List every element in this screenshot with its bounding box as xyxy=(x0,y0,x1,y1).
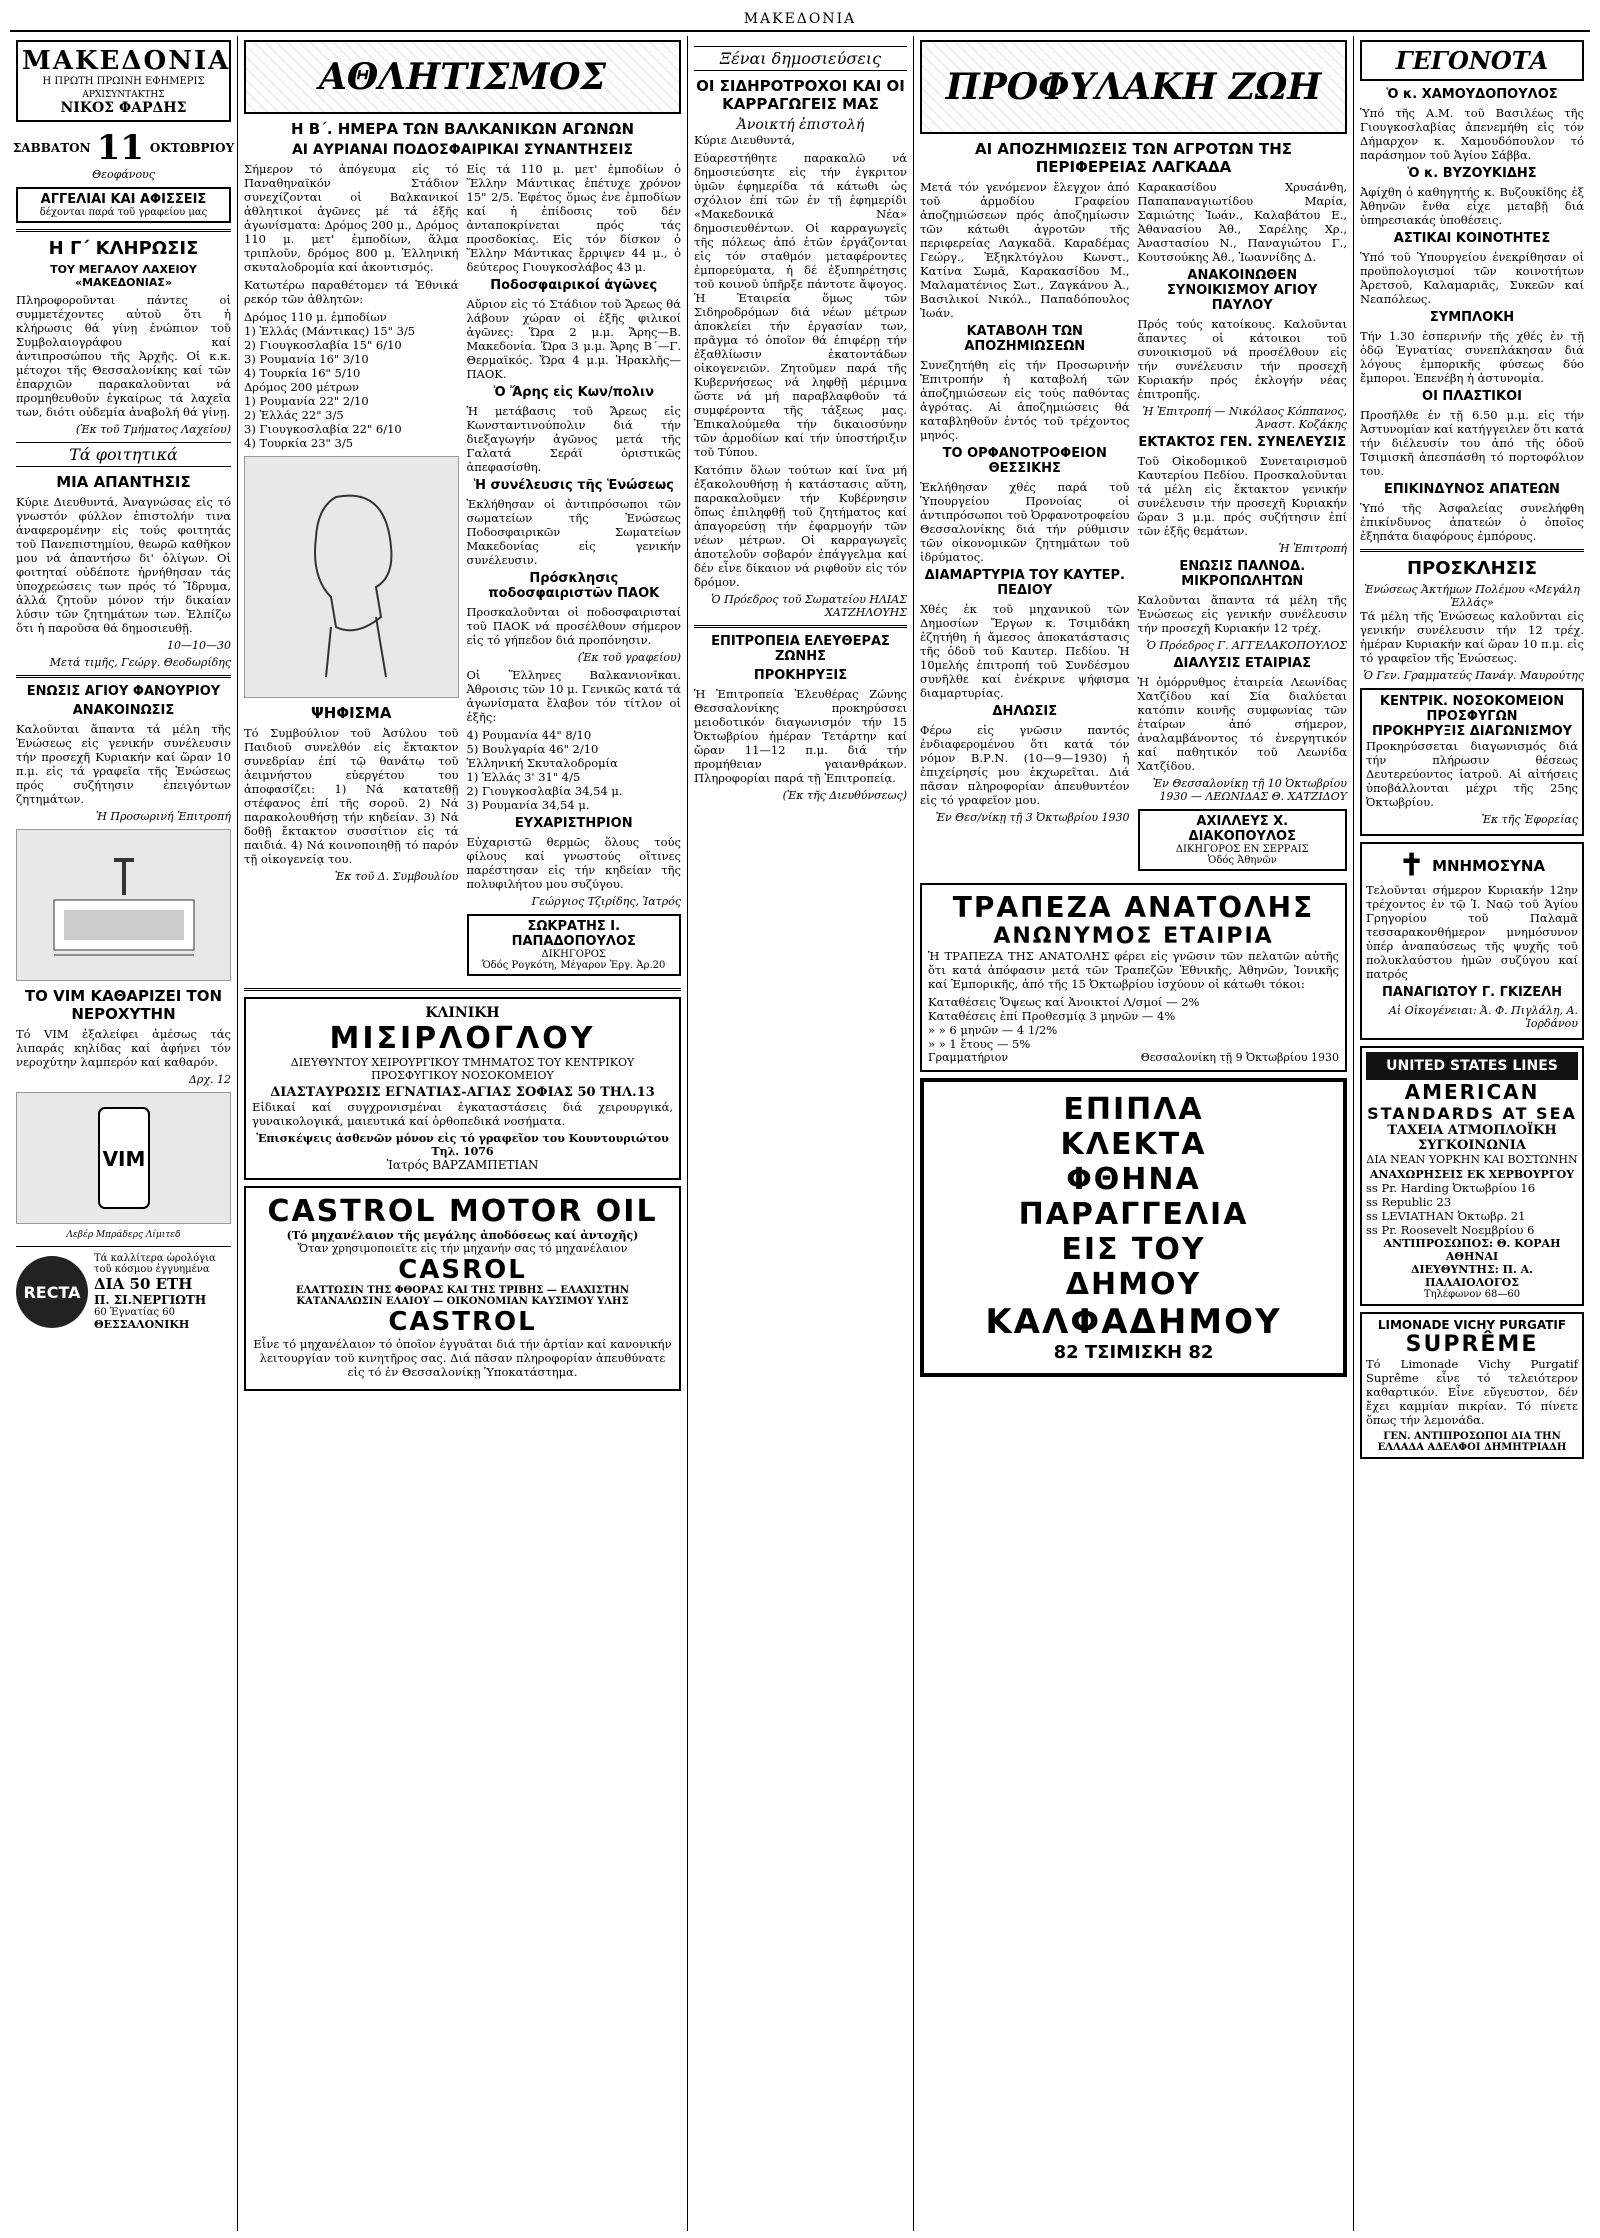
balkan-line: 5) Βουλγαρία 46" 2/10 xyxy=(466,742,599,756)
recta-address: 60 Ἐγνατίας 60 xyxy=(94,1307,175,1318)
bank-subtitle: ΑΝΩΝΥΜΟΣ ΕΤΑΙΡΙΑ xyxy=(993,924,1274,949)
union-title: ΕΝΩΣΙΣ ΑΓΙΟΥ ΦΑΝΟΥΡΙΟΥ xyxy=(26,684,221,699)
result-line: 4) Τουρκία 23" 3/5 xyxy=(244,436,354,450)
union-subtitle: ΑΝΑΚΟΙΝΩΣΙΣ xyxy=(72,703,175,718)
date-month: ΟΚΤΩΒΡΙΟΥ xyxy=(149,141,235,155)
result-line: 1) Ἑλλάς (Μάντικας) 15" 3/5 xyxy=(244,324,416,338)
bank-ad xyxy=(920,883,1347,1072)
ship-brand: UNITED STATES LINES xyxy=(1366,1052,1578,1080)
lawyer2-title: ΔΙΚΗΓΟΡΟΣ ΕΝ ΣΕΡΡΑΙΣ xyxy=(1175,844,1309,855)
aris-title: Ὁ Ἄρης εἰς Κων/πολιν xyxy=(493,385,654,400)
declaration-text: Φέρω εἰς γνῶσιν παντός ἐνδιαφερομένου ὅτι κατά τόν νόμον Β.Ρ.Ν. (10—9—1930) ἡ ἐπιχείρησίς μου ἐκχωρεῖται. Διά πᾶσαν πληροφορίαν ἀπευθυντέον εἰς τό γραφεῖον μου. xyxy=(920,723,1130,807)
recta-logo: RECTA xyxy=(16,1256,88,1328)
field-text: Χθές ἐκ τοῦ μηχανικοῦ τῶν Δημοσίων Ἔργων κ. Τσιμιδάκη ἐζητήθη ἡ ἄμεσος ἀποκατάστασις τῆς ὁδοῦ τοῦ Καυτερ. Πεδίου. Ἡ 10μελής ἐπιτροπή τοῦ Συνδέσμου συνῆλθε καί ἐνέκρινε ψήφισμα διαμαρτυρίας. xyxy=(920,602,1130,700)
bank-rate: Καταθέσεις Ὄψεως καί Ἀνοικτοί Λ/σμοί — 2% xyxy=(928,995,1200,1009)
declaration-title: ΔΗΛΩΣΙΣ xyxy=(992,704,1058,719)
rail-salutation: Κύριε Διευθυντά, xyxy=(694,133,795,147)
news-2-title: Ὁ κ. ΒΥΖΟΥΚΙΔΗΣ xyxy=(1407,166,1537,181)
director-name: ΝΙΚΟΣ ΦΑΡΔΗΣ xyxy=(60,100,187,116)
balkan-line: 3) Ρουμανία 34,54 μ. xyxy=(466,798,590,812)
lawyer2-address: Ὁδός Ἀθηνῶν xyxy=(1207,855,1277,866)
divider xyxy=(244,988,681,991)
ship-subtitle: ΤΑΧΕΙΑ ΑΤΜΟΠΛΟΪΚΗ ΣΥΓΚΟΙΝΩΝΙΑ xyxy=(1387,1123,1557,1153)
farmer-banner: ΠΡΟΦΥΛΑΚΗ ΖΩΗ xyxy=(920,40,1347,134)
lottery-text: Πληροφοροῦνται πάντες οἱ συμμετέχοντες αὐτοῦ ὅτι ἡ κλήρωσις θά γίνῃ ἐνώπιον τοῦ Συμβολαιογράφου καί ἀντιπροσώπου τῆς Ἀρχῆς. Οἱ κ.κ. μέτοχοι τῆς Θεσσαλονίκης καί τῶν ἐπαρχιῶν παρακαλοῦνται νά προμηθευθοῦν ἐγκαίρως τά λαχεῖα των, διότι οὐδεμία ἀναβολή θά γίνῃ. xyxy=(16,293,231,419)
bank-title: ΤΡΑΠΕΖΑ ΑΝΑΤΟΛΗΣ xyxy=(952,891,1315,924)
balkan-line: 4) Ρουμανία 44" 8/10 xyxy=(466,728,592,742)
shipping-ad xyxy=(1360,1046,1584,1306)
memorial-title: ΜΝΗΜΟΣΥΝΑ xyxy=(1432,856,1546,875)
field-title: ΔΙΑΜΑΡΤΥΡΙΑ ΤΟΥ ΚΑΥΤΕΡ. ΠΕΔΙΟΥ xyxy=(924,568,1125,598)
farmer-head: ΑΙ ΑΠΟΖΗΜΙΩΣΕΙΣ ΤΩΝ ΑΓΡΟΤΩΝ ΤΗΣ ΠΕΡΙΦΕΡΕΙΑΣ ΛΑΓΚΑΔΑ xyxy=(974,140,1293,176)
divider xyxy=(16,1246,231,1247)
result-line: 2) Ἑλλάς 22" 3/5 xyxy=(244,408,344,422)
zone-subtitle: ΠΡΟΚΗΡΥΞΙΣ xyxy=(753,668,848,683)
bank-footer xyxy=(928,1051,1339,1064)
recta-city: ΘΕΣΣΑΛΟΝΙΚΗ xyxy=(94,1318,190,1331)
furniture-line-6: ΔΗΜΟΥ xyxy=(1065,1267,1202,1302)
news-6-title: ΕΠΙΚΙΝΔΥΝΟΣ ΑΠΑΤΕΩΝ xyxy=(1384,482,1560,497)
athlete-sketch xyxy=(244,456,459,698)
date-number: 11 xyxy=(96,128,144,168)
extra-assembly-text: Τοῦ Οἰκοδομικοῦ Συνεταιρισμοῦ Καυτερίου Πεδίου. Προσκαλοῦνται τά μέλη εἰς ἔκτακτον γενικήν συνέλευσιν τήν προσεχῆ Κυριακήν ὥραν 3 μ.μ. πρός συζήτησιν ἐπί τῶν ἑξῆς θεμάτων. xyxy=(1137,454,1347,538)
news-1-title: Ὁ κ. ΧΑΜΟΥΔΟΠΟΥΛΟΣ xyxy=(1386,87,1558,102)
clinic-hours: Ἐπισκέψεις ἀσθενῶν μόνον εἰς τό γραφεῖον του Κουντουριώτου Τηλ. 1076 xyxy=(256,1132,669,1158)
recta-seller: Π. ΣΙ.ΝΕΡΓΙΩΤΗ xyxy=(94,1293,207,1307)
vichy-agent: ΓΕΝ. ΑΝΤΙΠΡΟΣΩΠΟΙ ΔΙΑ ΤΗΝ ΕΛΛΑΔΑ ΑΔΕΛΦΟΙ ΔΗΜΗΤΡΙΑΔΗ xyxy=(1377,1431,1567,1453)
psifisma-text: Τό Συμβούλιον τοῦ Ἀσύλου τοῦ Παιδιοῦ συνελθόν εἰς ἔκτακτον συνεδρίαν ἐπί τῷ θανάτῳ τοῦ ἀειμνήστου εὐεργέτου του ἀποφασίζει: 1) Νά κατατεθῇ στέφανος ἐπί τῆς σοροῦ. 2) Νά παρακολουθήσῃ τήν κηδείαν. 3) Νά δοθῇ ἔκτακτον συσσίτιον εἰς τά παιδιά. 4) Νά κοινοποιηθῇ τό παρόν τῇ οἰκογενείᾳ του. xyxy=(244,726,459,866)
news-1-text: Ὑπό τῆς Α.Μ. τοῦ Βασιλέως τῆς Γιουγκοσλαβίας ἀπενεμήθη εἰς τόν Δήμαρχον κ. Χαμουδόπουλον τό παράσημον τοῦ Ἁγίου Σάββα. xyxy=(1360,106,1584,162)
payment-text: Συνεζητήθη εἰς τήν Προσωρινήν Ἐπιτροπήν ἡ καταβολή τῶν ἀποζημιώσεων εἰς τούς παθόντας ἀγρότας. Αἱ ἀποζημιώσεις θά καταβληθοῦν ἐντός τοῦ τρέχοντος μηνός. xyxy=(920,358,1130,442)
reply-title: ΜΙΑ ΑΠΑΝΤΗΣΙΣ xyxy=(56,473,191,491)
rail-body-2: Κατόπιν ὅλων τούτων καί ἵνα μή ἐξακολουθήσῃ ἡ κατάστασις αὕτη, παρακαλοῦμεν τήν Κυβέρνησιν ὅπως ἐπιληφθῇ τοῦ ζητήματος καί ἀπαγορεύσῃ τήν ἐφαρμογήν τῶν νέων μέτρων. Οἱ καρραγωγεῖς ἀποτελοῦν σοβαρόν ἐπάγγελμα καί δέν εἶνε δίκαιον νά ριφθοῦν εἰς τόν δρόμον. xyxy=(694,463,907,589)
ship-agent: ΑΝΤΙΠΡΟΣΩΠΟΣ: Θ. ΚΟΡΑΗ ΑΘΗΝΑΙ xyxy=(1383,1237,1561,1263)
zone-title: ΕΠΙΤΡΟΠΕΙΑ ΕΛΕΥΘΕΡΑΣ ΖΩΝΗΣ xyxy=(711,634,890,664)
invitation-text: Τά μέλη τῆς Ἑνώσεως καλοῦνται εἰς γενικήν συνέλευσιν τήν 12 τρέχ. ἡμέραν Κυριακήν καί ὥραν 10 π.μ. εἰς τό γραφεῖον τῆς Ἑνώσεως. xyxy=(1360,609,1584,665)
castrol-points: ΕΛΑΤΤΩΣΙΝ ΤΗΣ ΦΘΟΡΑΣ ΚΑΙ ΤΗΣ ΤΡΙΒΗΣ — ΕΛΑΧΙΣΤΗΝ ΚΑΤΑΝΑΛΩΣΙΝ ΕΛΑΙΟΥ — ΟΙΚΟΝΟΜΙΑΝ ΚΑΥΣΙΜΟΥ ΥΛΗΣ xyxy=(296,1285,629,1307)
sports-right-text: Εἰς τά 110 μ. μετ' ἐμποδίων ὁ Ἕλλην Μάντικας ἐπέτυχε χρόνον 15" 2/5. Ἐφέτος ὅμως ἐνε ἐμποδίων καί ἡ ἐπίδοσις τοῦ δέν ἀνταποκρίνεται πρός τάς προσδοκίας. Εἰς τόν δίσκον ὁ Ἕλλην Μάντικας ἔρριψεν 44 μ., ὁ δεύτερος Γιουγκοσλάβος 43 μ. xyxy=(466,162,681,274)
ship-departures: ΑΝΑΧΩΡΗΣΕΙΣ ΕΚ ΧΕΡΒΟΥΡΓΟΥ xyxy=(1369,1168,1575,1181)
parish-signature: Ἡ Ἐπιτροπή — Νικόλαος Κόππανος, Ἀναστ. Κοζάκης xyxy=(1142,405,1347,431)
furniture-address: 82 ΤΣΙΜΙΣΚΗ 82 xyxy=(1053,1342,1214,1363)
sports-left xyxy=(244,162,459,982)
newspaper-page xyxy=(10,8,1590,2230)
hospital-title: ΚΕΝΤΡΙΚ. ΝΟΣΟΚΟΜΕΙΟΝ ΠΡΟΣΦΥΓΩΝ xyxy=(1379,694,1565,724)
memorial-notice xyxy=(1360,842,1584,1040)
thanks-signature: Γεώργιος Τζιρίδης, Ἰατρός xyxy=(531,895,681,908)
ship-line: ss Republic 23 xyxy=(1366,1195,1452,1209)
declaration-signature: Ἐν Θεσ/νίκῃ τῇ 3 Ὀκτωβρίου 1930 xyxy=(935,811,1130,824)
result-line: 1) Ρουμανία 22" 2/10 xyxy=(244,394,369,408)
vim-price: Δρχ. 12 xyxy=(188,1073,231,1086)
castrol-title: CASTROL MOTOR OIL xyxy=(267,1194,658,1229)
hospital-subtitle: ΠΡΟΚΗΡΥΞΙΣ ΔΙΑΓΩΝΙΣΜΟΥ xyxy=(1371,724,1573,739)
cross-icon: ✝ xyxy=(1398,848,1425,883)
sports-right xyxy=(467,162,682,982)
column-2 xyxy=(238,36,688,2231)
furniture-line-2: ΚΛΕΚΤΑ xyxy=(1060,1127,1207,1162)
balkan-line: 1) Ἑλλάς 3' 31" 4/5 xyxy=(466,770,581,784)
balkan-line: Ἑλληνική Σκυταλοδρομία xyxy=(466,756,618,770)
paok-text: Προσκαλοῦνται οἱ ποδοσφαιρισταί τοῦ ΠΑΟΚ νά προσέλθουν σήμερον εἰς τό γήπεδον διά προπόνησιν. xyxy=(466,605,681,647)
sports-head-2: ΑΙ ΑΥΡΙΑΝΑΙ ΠΟΔΟΣΦΑΙΡΙΚΑΙ ΣΥΝΑΝΤΗΣΕΙΣ xyxy=(291,142,634,158)
news-3-title: ΑΣΤΙΚΑΙ ΚΟΙΝΟΤΗΤΕΣ xyxy=(1393,231,1551,246)
result-line: 2) Γιουγκοσλαβία 15" 6/10 xyxy=(244,338,402,352)
divider xyxy=(16,229,231,232)
ship-title-1: AMERICAN xyxy=(1404,1080,1540,1104)
bank-signature: Γραμματήριον xyxy=(928,1051,1009,1064)
divider xyxy=(694,625,907,628)
dissolution-text: Ἡ ὁμόρρυθμος ἑταιρεία Λεωνίδας Χατζίδου καί Σία διαλύεται κατόπιν κοινῆς συμφωνίας τῶν ἑταίρων ἀπό σήμερον, ἀναλαμβάνοντος τό ἐνεργητικόν καί παθητικόν τοῦ Λεωνίδα Χατζίδου. xyxy=(1137,675,1347,773)
col4-left xyxy=(920,180,1130,877)
ship-line: ss LEVIATHAN Ὀκτωβρ. 21 xyxy=(1366,1209,1526,1223)
hospital-text: Προκηρύσσεται διαγωνισμός διά τήν πλήρωσιν θέσεως Δευτερεύοντος ἰατροῦ. Αἱ αἰτήσεις ὑποβάλλονται μέχρι τῆς 25ης Ὀκτωβρίου. xyxy=(1366,739,1578,809)
result-line: 3) Γιουγκοσλαβία 22" 6/10 xyxy=(244,422,402,436)
ship-line: ss Pr. Harding Ὀκτωβρίου 16 xyxy=(1366,1181,1536,1195)
lawyer2-name: ΑΧΙΛΛΕΥΣ Χ. ΔΙΑΚΟΠΟΥΛΟΣ xyxy=(1188,814,1296,844)
furniture-line-5: ΕΙΣ ΤΟΥ xyxy=(1061,1232,1206,1267)
column-1 xyxy=(10,36,238,2231)
thanks-text: Εὐχαριστῶ θερμῶς ὅλους τούς φίλους καί γνωστούς οἵτινες παρέστησαν εἰς τήν κηδείαν τῆς πολυφιλήτου μου συζύγου. xyxy=(466,835,681,891)
results-title: Κατωτέρω παραθέτομεν τά Ἐθνικά ρεκόρ τῶν ἀθλητῶν: xyxy=(244,278,459,306)
vichy-ad xyxy=(1360,1312,1584,1459)
paok-title: Πρόσκλησις ποδοσφαιριστῶν ΠΑΟΚ xyxy=(488,571,660,601)
lottery-signature: (Ἐκ τοῦ Τμήματος Λαχείου) xyxy=(75,423,231,436)
lawyer-ad xyxy=(467,914,682,976)
recta-ad xyxy=(16,1253,231,1331)
column-3 xyxy=(688,36,914,2231)
ship-phone: Τηλέφωνον 68—60 xyxy=(1423,1289,1521,1300)
lawyer-title: ΔΙΚΗΓΟΡΟΣ xyxy=(541,949,606,960)
zone-text: Ἡ Ἐπιτροπεία Ἐλευθέρας Ζώνης Θεσσαλονίκης προκηρύσσει μειοδοτικόν διαγωνισμόν τήν 15 Ὀκτωβρίου ἡμέραν Τετάρτην καί ὥραν 11—12 π.μ. διά τήν προμήθειαν γαιανθράκων. Πληροφορίαι παρά τῇ Ἐπιτροπείᾳ. xyxy=(694,687,907,785)
news-6-text: Ὑπό τῆς Ἀσφαλείας συνελήφθη ἐπικίνδυνος ἀπατεών ὁ ὁποῖος ἐξηπάτα διαφόρους ἐμπόρους. xyxy=(1360,501,1584,543)
lottery-subtitle: ΤΟΥ ΜΕΓΑΛΟΥ ΛΑΧΕΙΟΥ «ΜΑΚΕΔΟΝΙΑΣ» xyxy=(50,263,197,289)
memorial-name: ΠΑΝΑΓΙΩΤΟΥ Γ. ΓΚΙΖΕΛΗ xyxy=(1381,985,1563,1000)
clinic-name: ΜΙΣΙΡΛΟΓΛΟΥ xyxy=(329,1021,596,1056)
clinic-line-2: ΔΙΑΣΤΑΥΡΩΣΙΣ ΕΓΝΑΤΙΑΣ-ΑΓΙΑΣ ΣΟΦΙΑΣ 50 ΤΗΛ.13 xyxy=(270,1085,655,1100)
psifisma-signature: Ἐκ τοῦ Δ. Συμβουλίου xyxy=(334,870,459,883)
dissolution-title: ΔΙΑΛΥΣΙΣ ΕΤΑΙΡΙΑΣ xyxy=(1173,656,1311,671)
head-profile-icon xyxy=(276,467,426,687)
clinic-text: Εἰδικαί καί συγχρονισμέναι ἐγκαταστάσεις διά χειρουργικά, γυναικολογικά, μαιευτικά καί ὀρθοπεδικά νοσήματα. xyxy=(252,1100,673,1128)
recta-text-block xyxy=(94,1253,231,1331)
news-5-title: ΟΙ ΠΛΑΣΤΙΚΟΙ xyxy=(1422,389,1522,404)
news-5-text: Προσῆλθε ἐν τῇ 6.50 μ.μ. εἰς τήν Ἀστυνομίαν καί κατήγγειλεν ὅτι κατά τήν διέλευσίν του ἀπό τῆς ὁδοῦ Τσιμισκῆ ἀπεσπάσθη τό πορτοφόλιον του. xyxy=(1360,408,1584,478)
divider xyxy=(16,675,231,678)
parish-text: Πρός τούς κατοίκους. Καλοῦνται ἅπαντες οἱ κάτοικοι τοῦ συνοικισμοῦ νά προσέλθουν εἰς τήν συνέλευσιν τήν προσεχῆ Κυριακήν πρός ἐκλογήν νέας ἐπιτροπῆς. xyxy=(1137,317,1347,401)
farmer-text-right: Καρακασίδου Χρυσάνθη, Παπαπαναγιωτίδου Μαρία, Σαμιώτης Ἰωάν., Καλαβάτου Ε., Ἀθανασίου Ἀθ., Σαρέλης Χρ., Ἀναστασίου Ν., Παναγιώτου Γ., Κουτσούκης Ἀθ., Ἰωαννίδης Δ. xyxy=(1137,180,1347,264)
clinic-ad xyxy=(244,997,681,1180)
extra-assembly-title: ΕΚΤΑΚΤΟΣ ΓΕΝ. ΣΥΝΕΛΕΥΣΙΣ xyxy=(1138,435,1347,450)
furniture-ad xyxy=(920,1078,1347,1377)
hospital-signature: Ἐκ τῆς Ἐφορείας xyxy=(1481,813,1578,826)
bank-rate: » » 1 ἔτους — 5% xyxy=(928,1037,1031,1051)
lottery-title: Η Γ΄ ΚΛΗΡΩΣΙΣ xyxy=(48,238,199,259)
section-foreign: Ξέναι δημοσιεύσεις xyxy=(694,46,907,71)
reply-date: 10—10—30 xyxy=(167,639,231,652)
dissolution-signature: Ἐν Θεσσαλονίκῃ τῇ 10 Ὀκτωβρίου 1930 — ΛΕΩΝΙΔΑΣ Θ. ΧΑΤΖΙΔΟΥ xyxy=(1152,777,1347,803)
vim-caption: Λεβέρ Μπράδερς Λίμιτεδ xyxy=(66,1230,181,1240)
bank-text: Ἡ ΤΡΑΠΕΖΑ ΤΗΣ ΑΝΑΤΟΛΗΣ φέρει εἰς γνῶσιν τῶν πελατῶν αὐτῆς ὅτι κατά ἀπόφασιν μετά τῶν Τραπεζῶν Ἐθνικῆς, Ἀθηνῶν, Ἰονικῆς καί Ἐμπορικῆς, ἀπό τῆς 15 Ὀκτωβρίου ἰσχύουν οἱ κάτωθι τόκοι: xyxy=(928,949,1339,991)
news-3-text: Ὑπό τοῦ Ὑπουργείου ἐνεκρίθησαν οἱ προϋπολογισμοί τῶν κοινοτήτων Ἀρετσοῦ, Καλαμαριᾶς, Συκεῶν καί Νεαπόλεως. xyxy=(1360,250,1584,306)
date-block xyxy=(12,128,235,168)
payment-title: ΚΑΤΑΒΟΛΗ ΤΩΝ ΑΠΟΖΗΜΙΩΣΕΩΝ xyxy=(964,324,1086,354)
news-2-text: Ἀφίχθη ὁ καθηγητής κ. Βυζουκίδης ἐξ Ἀθηνῶν ἔνθα εἶχε μεταβῇ διά ὑπηρεσιακάς ὑποθέσεις. xyxy=(1360,185,1584,227)
balkan-line: 2) Γιουγκοσλαβία 34,54 μ. xyxy=(466,784,623,798)
masthead-subtitle: Η ΠΡΩΤΗ ΠΡΩΙΝΗ ΕΦΗΜΕΡΙΣ xyxy=(42,76,205,87)
orphanage-title: ΤΟ ΟΡΦΑΝΟΤΡΟΦΕΙΟΝ ΘΕΣΣΙΚΗΣ xyxy=(942,446,1107,476)
vichy-text: Τό Limonade Vichy Purgatif Suprême εἶνε τό τελειότερον καθαρτικόν. Εἶνε εὔγευστον, δέν ἔχει καμμίαν πικρίαν. Τό πίνετε ὅπως τήν λεμονάδα. xyxy=(1366,1357,1578,1427)
furniture-line-3: ΦΘΗΝΑ xyxy=(1066,1162,1201,1197)
result-line: 3) Ρουμανία 16" 3/10 xyxy=(244,352,369,366)
sports-left-text: Σήμερον τό ἀπόγευμα εἰς τό Παναθηναϊκόν Στάδιον συνεχίζονται οἱ Βαλκανικοί ἀθλητικοί ἀγῶνες μέ τά ἑξῆς ἀγωνίσματα: Δρόμος 200 μ., Δρόμος 110 μ. μετ' ἐμποδίων, ἅλμα τριπλοῦν, δρόμος 800 μ. Ἑλληνική σκυταλοδρομία καί ἀκοντισμός. xyxy=(244,162,459,274)
ship-title-2: STANDARDS AT SEA xyxy=(1367,1104,1577,1123)
bakers-signature: Ὁ Πρόεδρος Γ. ΑΓΓΕΛΑΚΟΠΟΥΛΟΣ xyxy=(1146,639,1347,652)
federation-text: Ἐκλήθησαν οἱ ἀντιπρόσωποι τῶν σωματείων τῆς Ἑνώσεως Ποδοσφαιρικῶν Σωματείων Μακεδονίας εἰς γενικήν συνέλευσιν. xyxy=(466,497,681,567)
svg-text:VIM: VIM xyxy=(102,1147,145,1171)
vim-can-icon xyxy=(74,1098,174,1218)
football-title: Ποδοσφαιρικοί ἀγῶνες xyxy=(490,278,658,293)
rail-body: Εὐαρεστήθητε παρακαλῶ νά δημοσιεύσητε εἰς τήν ἐγκριτον ὑμῶν ἐφημερίδα τά κάτωθι ὡς σχόλιον ἐπί τῶν ἐν τῇ ἐφημερίδι «Μακεδονικά Νέα» δημοσιευθέντων. Οἱ καρραγωγεῖς τῆς πόλεως ἀπό ἐτῶν ἐργάζονται εἰς τόν σταθμόν μεταφέροντες ἐμπορεύματα, ἡ δέ ἐξυπηρέτησις τοῦ κοινοῦ ὑπῆρξε πάντοτε ἄψογος. Ἡ Ἑταιρεία ὅμως τῶν Σιδηροδρόμων διά νέων μέτρων ἀποκλείει τήν ἐργασίαν των, πρᾶγμα τό ὁποῖον θά ἐπιφέρῃ τήν ἐξαθλίωσιν ἑκατοντάδων οἰκογενειῶν. Ζητοῦμεν παρά τῆς Κυβερνήσεως νά ληφθῇ μέριμνα ὥστε νά μή παραβλαφθοῦν τά συμφέροντα τῆς τάξεως μας. Ἐπικαλούμεθα τήν δικαιοσύνην τῶν ἀρμοδίων καί τήν ὑποστήριξιν τοῦ Τύπου. xyxy=(694,151,907,459)
bank-date: Θεσσαλονίκη τῇ 9 Ὀκτωβρίου 1930 xyxy=(1140,1051,1339,1064)
memorial-header xyxy=(1366,848,1578,883)
notice-text: δέχονται παρά τοῦ γραφείου μας xyxy=(39,207,208,218)
parish-title: ΑΝΑΚΟΙΝΩΘΕΝ ΣΥΝΟΙΚΙΣΜΟΥ ΑΓΙΟΥ ΠΑΥΛΟΥ xyxy=(1167,268,1318,313)
bank-rate: Καταθέσεις ἐπί Προθεσμίᾳ 3 μηνῶν — 4% xyxy=(928,1009,1176,1023)
col4-subcolumns xyxy=(920,180,1347,877)
hospital-notice xyxy=(1360,688,1584,836)
balkan-text: Οἱ Ἕλληνες Βαλκανιονῖκαι. Ἀθροισις τῶν 10 μ. Γενικῶς κατά τά ἀγωνίσματα ἔλαβον τόν τίτλον οἱ ἑξῆς: xyxy=(466,668,681,724)
psifisma-title: ΨΗΦΙΣΜΑ xyxy=(311,704,392,722)
bakers-title: ΕΝΩΣΙΣ ΠΑΛΝΟΔ. ΜΙΚΡΟΠΩΛΗΤΩΝ xyxy=(1179,559,1306,589)
notice-box xyxy=(16,187,231,223)
reply-text: Κύριε Διευθυντά, Ἀναγνώσας εἰς τό γνωστόν φύλλον ἐπιστολήν τινα ἀναφερομένην εἰς τούς φοιτητάς τοῦ Πανεπιστημίου, θεωρῶ καθῆκον μου νά ἀπαντήσω δι' ὀλίγων. Οἱ φοιτηταί οὐδέποτε ἠρνήθησαν τάς ὑποχρεώσεις των πρός τό Ἵδρυμα, ἀλλά ζητοῦν μόνον τήν δικαίαν λύσιν τῶν ζητημάτων των. Ἐλπίζω ὅτι ἡ παροῦσα θά δημοσιευθῇ. xyxy=(16,495,231,635)
bakers-text: Καλοῦνται ἅπαντα τά μέλη τῆς Ἑνώσεως εἰς γενικήν συνέλευσιν τήν προσεχῆ Κυριακήν 12 τρέχ. xyxy=(1137,593,1347,635)
lawyer-address: Ὁδός Ρογκότη, Μέγαρον Ἐργ. Ἀρ.20 xyxy=(482,960,666,971)
columns xyxy=(10,36,1590,2231)
notice-title: ΑΓΓΕΛΙΑΙ ΚΑΙ ΑΦΙΣΣΕΙΣ xyxy=(40,192,207,207)
rail-signature: Ὁ Πρόεδρος τοῦ Σωματείου ΗΛΙΑΣ ΧΑΤΖΗΛΟΥΗΣ xyxy=(711,593,907,619)
vim-text: Τό VIM ἐξαλείφει ἀμέσως τάς λιπαράς κηλίδας καί ἀφήνει τόν νεροχύτην λαμπερόν καί καθαρόν. xyxy=(16,1027,231,1069)
furniture-line-4: ΠΑΡΑΓΓΕΛΙΑ xyxy=(1018,1197,1249,1232)
ship-director: ΔΙΕΥΘΥΝΤΗΣ: Π. Α. ΠΑΛΑΙΟΛΟΓΟΣ xyxy=(1410,1263,1534,1289)
thanks-title: ΕΥΧΑΡΙΣΤΗΡΙΟΝ xyxy=(514,816,633,831)
castrol-ad xyxy=(244,1186,681,1391)
running-head: ΜΑΚΕΔΟΝΙΑ xyxy=(10,8,1590,32)
orphanage-text: Ἐκλήθησαν χθές παρά τοῦ Ὑπουργείου Προνοίας οἱ ἀντιπρόσωποι τοῦ Ὀρφανοτροφείου Θεσσαλονίκης διά τήν ρύθμισιν τῶν οἰκονομικῶν ζητημάτων τοῦ ἱδρύματος. xyxy=(920,480,1130,564)
masthead-title: ΜΑΚΕΔΟΝΙΑ xyxy=(22,46,231,76)
vim-sink-illustration xyxy=(16,829,231,981)
castrol-footer: Εἶνε τό μηχανέλαιον τό ὁποῖον ἐγγυᾶται διά τήν ἀρτίαν καί κανονικήν λειτουργίαν τοῦ κινητῆρος σας. Διά πᾶσαν πληροφορίαν ἀπευθύνατε εἰς τό ἐν Θεσσαλονίκῃ Ὑποκατάστημα. xyxy=(253,1337,672,1379)
clinic-associate: Ἰατρός ΒΑΡΖΑΜΠΕΤΙΑΝ xyxy=(386,1158,539,1172)
vichy-brand: SUPRÊME xyxy=(1405,1332,1539,1357)
reply-signature: Μετά τιμῆς, Γεώργ. Θεοδωρίδης xyxy=(49,656,231,669)
aris-text: Ἡ μετάβασις τοῦ Ἄρεως εἰς Κωνσταντινούπολιν διά τήν διεξαγωγήν ἀγῶνος μετά τῆς Γαλατά Σεράϊ ὁριστικῶς ἀπεφασίσθη. xyxy=(466,404,681,474)
memorial-text: Τελοῦνται σήμερον Κυριακήν 12ην τρέχοντος ἐν τῷ Ἱ. Ναῷ τοῦ Ἁγίου Γρηγορίου τοῦ Παλαμᾶ τεσσαρακονθήμερον μνημόσυνον ὑπέρ ἀναπαύσεως τῆς ψυχῆς τοῦ πολυκλαύστου ἡμῶν συζύγου καί πατρός xyxy=(1366,883,1578,981)
union-text: Καλοῦνται ἅπαντα τά μέλη τῆς Ἑνώσεως εἰς γενικήν συνέλευσιν τήν προσεχῆ Κυριακήν καί ὥραν 10 π.μ. εἰς τά γραφεῖα τῆς Ἑνώσεως πρός συζήτησιν ἐπειγόντων ζητημάτων. xyxy=(16,722,231,806)
col4-right xyxy=(1138,180,1348,877)
sports-banner: ΑΘΛΗΤΙΣΜΟΣ xyxy=(244,40,681,114)
vim-title: ΤΟ VIM ΚΑΘΑΡΙΖΕΙ ΤΟΝ ΝΕΡΟΧΥΤΗΝ xyxy=(24,987,223,1023)
sports-subcolumns xyxy=(244,162,681,982)
furniture-line-7: ΚΑΛΦΑΔΗΜΟΥ xyxy=(985,1302,1282,1342)
furniture-line-1: ΕΠΙΠΛΑ xyxy=(1063,1092,1204,1127)
divider xyxy=(1360,549,1584,552)
section-student: Τά φοιτητικά xyxy=(16,442,231,467)
column-5 xyxy=(1354,36,1590,2231)
rail-subtitle: Ἀνοικτή ἐπιστολή xyxy=(736,117,865,133)
director-label: ΑΡΧΙΣΥΝΤΑΚΤΗΣ xyxy=(82,90,165,100)
union-signature: Ἡ Προσωρινή Ἐπιτροπή xyxy=(95,810,231,823)
column-4 xyxy=(914,36,1354,2231)
sports-head-1: Η Β΄. ΗΜΕΡΑ ΤΩΝ ΒΑΛΚΑΝΙΚΩΝ ΑΓΩΝΩΝ xyxy=(290,120,634,138)
castrol-text: Ὅταν χρησιμοποιεῖτε εἰς τήν μηχανήν σας τό μηχανέλαιον xyxy=(297,1242,628,1255)
invitation-subtitle: Ἑνώσεως Ἀκτήμων Πολέμου «Μεγάλη Ἑλλάς» xyxy=(1364,583,1580,609)
result-line: 4) Τουρκία 16" 5/10 xyxy=(244,366,361,380)
news-4-text: Τήν 1.30 ἑσπερινήν τῆς χθές ἐν τῇ ὁδῷ Ἐγνατίας συνεπλάκησαν διά λόγους ἐμπορικῆς φύσεως δύο ἔμποροι. Ἐπενέβη ἡ ἀστυνομία. xyxy=(1360,329,1584,385)
bank-rate: » » 6 μηνῶν — 4 1/2% xyxy=(928,1023,1058,1037)
farmer-text-left: Μετά τόν γενόμενον ἔλεγχον ἀπό τοῦ ἁρμοδίου Γραφείου ἀποζημιώσεων πρός ἀποζημίωσιν τῶν κάτωθι ἀγροτῶν τῆς περιφερείας Λαγκαδᾶ. Καραδέμας Γεώργ., Ἐξηκλτόγλου Κωνστ., Κατίνα Σωμᾶ, Καρακασίδου Μ., Μαλαματένιος Σωτ., Ζαγκάνου Ἀ., Βασιλικοί Νικόλ., Παπαδόπουλος Ἰωάν. xyxy=(920,180,1130,320)
lawyer-name: ΣΩΚΡΑΤΗΣ Ι. ΠΑΠΑΔΟΠΟΥΛΟΣ xyxy=(511,919,636,949)
ship-line: ss Pr. Roosevelt Νοεμβρίου 6 xyxy=(1366,1223,1535,1237)
sink-icon xyxy=(34,840,214,970)
result-line: Δρόμος 200 μέτρων xyxy=(244,380,360,394)
rail-title: ΟΙ ΣΙΔΗΡΟΤΡΟΧΟΙ ΚΑΙ ΟΙ ΚΑΡΡΑΓΩΓΕΙΣ ΜΑΣ xyxy=(696,77,905,113)
vichy-title: LIMONADE VICHY PURGATIF xyxy=(1377,1318,1567,1332)
invitation-signature: Ὁ Γεν. Γραμματεύς Πανάγ. Μαυρούτης xyxy=(1363,669,1584,682)
invitation-title: ΠΡΟΣΚΛΗΣΙΣ xyxy=(1406,558,1538,579)
bank-rates xyxy=(928,995,1339,1051)
lawyer2-ad xyxy=(1138,809,1348,871)
paok-signature: (Ἐκ τοῦ γραφείου) xyxy=(577,651,681,664)
result-line: Δρόμος 110 μ. ἐμποδίων xyxy=(244,310,387,324)
extra-assembly-signature: Ἡ Ἐπιτροπή xyxy=(1278,542,1347,555)
results-list xyxy=(244,310,459,450)
recta-text: Τά καλλίτερα ὡρολόγια τοῦ κόσμου ἐγγυημένα xyxy=(94,1253,216,1275)
castrol-mid: CASROL xyxy=(398,1255,527,1285)
zone-signature: (Ἐκ τῆς Διευθύνσεως) xyxy=(782,789,907,802)
clinic-label: ΚΛΙΝΙΚΗ xyxy=(425,1005,500,1021)
recta-years: ΔΙΑ 50 ΕΤΗ xyxy=(94,1275,193,1293)
football-text: Αὔριον εἰς τό Στάδιον τοῦ Ἄρεως θά λάβουν χώραν οἱ ἑξῆς φιλικοί ἀγῶνες: Ὥρα 2 μ.μ. Ἄρης—Β. Μακεδονία. Ὥρα 3 μ.μ. Ἄρης Β΄—Γ. Θερμαϊκός. Ὥρα 4 μ.μ. Ἡρακλῆς—ΠΑΟΚ. xyxy=(466,297,681,381)
castrol-bottom: CASTROL xyxy=(388,1307,537,1337)
memorial-signature: Αἱ Οἰκογένειαι: Ἀ. Φ. Πιγλάλη, Α. Ἰορδάνου xyxy=(1388,1004,1578,1030)
masthead xyxy=(16,40,231,122)
federation-title: Ἡ συνέλευσις τῆς Ἑνώσεως xyxy=(473,478,674,493)
clinic-line-1: ΔΙΕΥΘΥΝΤΟΥ ΧΕΙΡΟΥΡΓΙΚΟΥ ΤΜΗΜΑΤΟΣ ΤΟΥ ΚΕΝΤΡΙΚΟΥ ΠΡΟΣΦΥΓΙΚΟΥ ΝΟΣΟΚΟΜΕΙΟΥ xyxy=(290,1056,635,1082)
saint-name: Θεοφάνους xyxy=(92,168,155,181)
castrol-tag: (Τό μηχανέλαιον τῆς μεγάλης ἀποδόσεως καί ἀντοχῆς) xyxy=(286,1229,639,1242)
news-4-title: ΣΥΜΠΛΟΚΗ xyxy=(1429,310,1515,325)
date-day: ΣΑΒΒΑΤΟΝ xyxy=(12,141,91,155)
section-events: ΓΕΓΟΝΟΤΑ xyxy=(1360,40,1584,81)
vim-can-illustration xyxy=(16,1092,231,1224)
ship-destination: ΔΙΑ ΝΕΑΝ ΥΟΡΚΗΝ ΚΑΙ ΒΟΣΤΩΝΗΝ xyxy=(1366,1153,1578,1166)
